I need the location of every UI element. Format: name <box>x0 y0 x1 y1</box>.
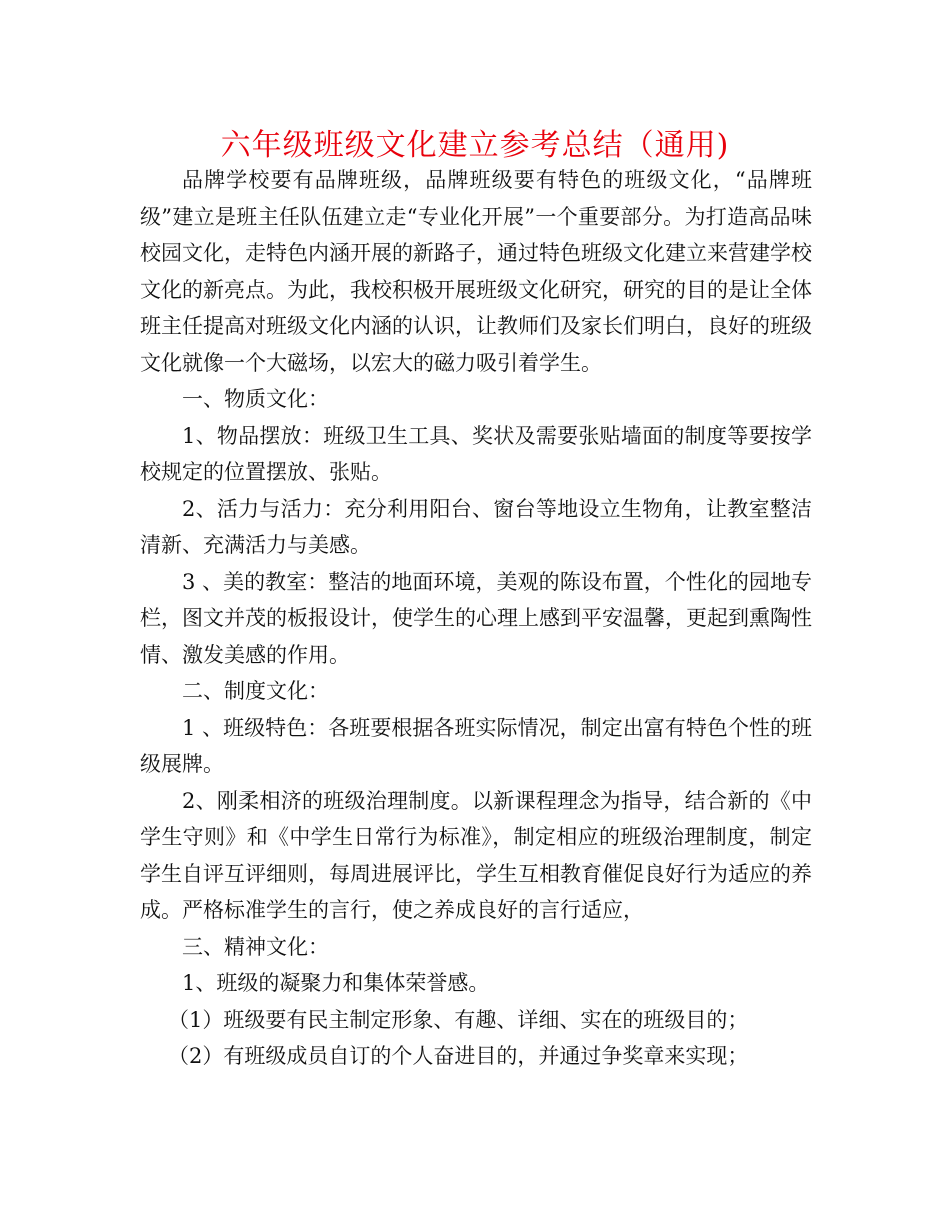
paragraph-item-vitality: 2、活力与活力：充分利用阳台、窗台等地设立生物角，让教室整洁清新、充满活力与美感。 <box>140 496 812 557</box>
document-body <box>140 162 812 1075</box>
paragraph-item-features: 1 、班级特色：各班要根据各班实际情况，制定出富有特色个性的班级展牌。 <box>140 715 812 776</box>
paragraph-item-placement: 1、物品摆放：班级卫生工具、奖状及需要张贴墙面的制度等要按学校规定的位置摆放、张贴。 <box>140 423 812 484</box>
paragraph-subitem-personal-goal: （2）有班级成员自订的个人奋进目的，并通过争奖章来实现； <box>168 1044 749 1068</box>
paragraph-item-management: 2、刚柔相济的班级治理制度。以新课程理念为指导，结合新的《中学生守则》和《中学生日常行为标准》，制定相应的班级治理制度，制定学生自评互评细则，每周进展评比，学生互相教育催促良好行为适应的养成。严格标准学生的言行，使之养成良好的言行适应， <box>140 788 812 922</box>
section-heading-material: 一、物质文化： <box>182 387 329 411</box>
section-heading-system: 二、制度文化： <box>182 679 329 703</box>
paragraph-item-cohesion: 1、班级的凝聚力和集体荣誉感。 <box>182 971 490 995</box>
paragraph-subitem-class-goal: （1）班级要有民主制定形象、有趣、详细、实在的班级目的； <box>168 1007 749 1032</box>
intro-paragraph: 品牌学校要有品牌班级，品牌班级要有特色的班级文化，“品牌班级”建立是班主任队伍建立走“专业化开展”一个重要部分。为打造高品味校园文化，走特色内涵开展的新路子，通过特色班级文化建立来营建学校文化的新亮点。为此，我校积极开展班级文化研究，研究的目的是让全体班主任提高对班级文化内涵的认识，让教师们及家长们明白，良好的班级文化就像一个大磁场，以宏大的磁力吸引着学生。 <box>140 168 812 375</box>
section-heading-spirit: 三、精神文化： <box>182 934 329 959</box>
document-title: 六年级班级文化建立参考总结（通用) <box>220 128 730 163</box>
paragraph-item-classroom: 3 、美的教室：整洁的地面环境，美观的陈设布置，个性化的园地专栏，图文并茂的板报设计，使学生的心理上感到平安温馨，更起到熏陶性情、激发美感的作用。 <box>140 569 812 667</box>
